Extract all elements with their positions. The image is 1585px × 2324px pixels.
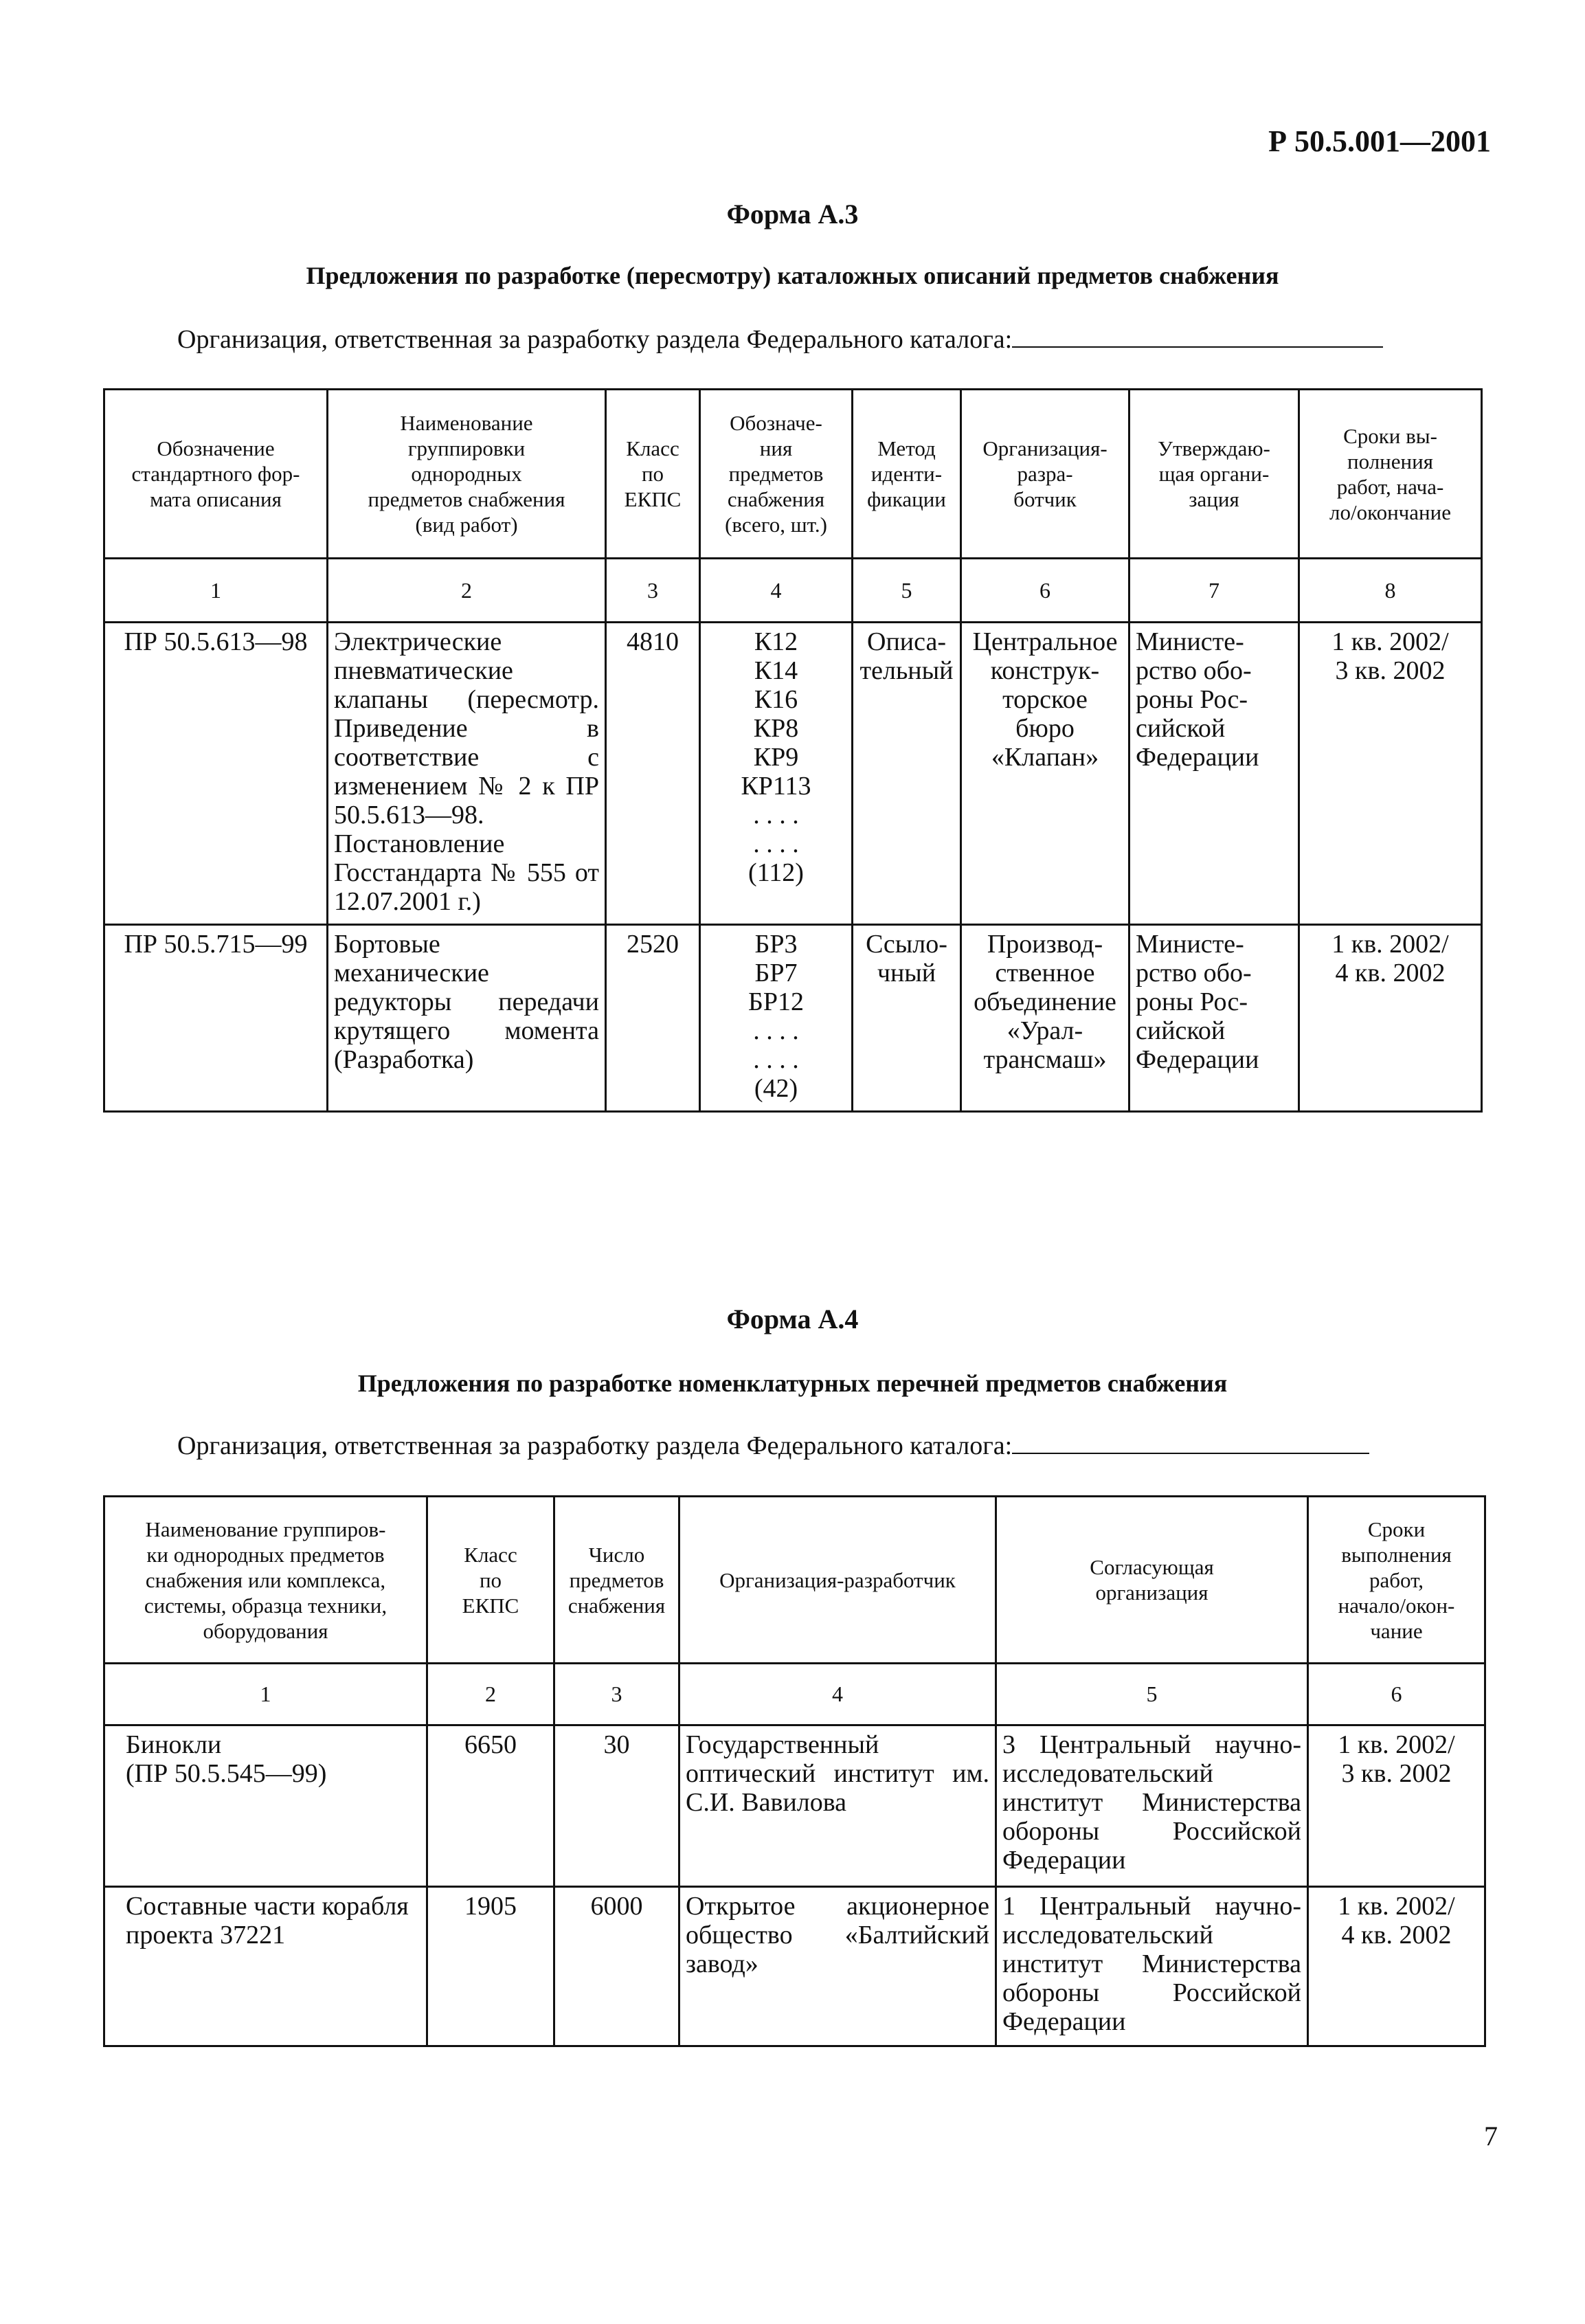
form-a3-col-items: Обозначе- ния предметов снабжения (всего, шт.) <box>700 390 853 559</box>
form-a4-num: 4 <box>679 1664 996 1725</box>
form-a3-title: Форма А.3 <box>726 199 859 230</box>
row-class: 1905 <box>427 1887 554 2046</box>
row-class: 6650 <box>427 1725 554 1887</box>
form-a4-subtitle: Предложения по разработке номенклатурных перечней предметов снабжения <box>357 1370 1228 1397</box>
form-a3-num: 7 <box>1129 559 1299 623</box>
form-a3-col-approver: Утверждаю- щая органи- зация <box>1129 390 1299 559</box>
form-a4-col-name: Наименование группиров- ки однородных предметов снабжения или комплекса, системы, образца техники, оборудования <box>104 1497 427 1664</box>
form-a4-col-class: Класс по ЕКПС <box>427 1497 554 1664</box>
form-a4-col-agreeing: Согласующая организация <box>996 1497 1308 1664</box>
row-approver: Министе- рство обо- роны Рос- сийской Федерации <box>1129 925 1299 1112</box>
form-a4-table <box>103 1495 1486 2047</box>
row-approver: Министе- рство обо- роны Рос- сийской Федерации <box>1129 623 1299 925</box>
row-class: 2520 <box>606 925 700 1112</box>
form-a3-num: 3 <box>606 559 700 623</box>
form-a3-col-class: Класс по ЕКПС <box>606 390 700 559</box>
table-row <box>104 1725 1485 1887</box>
row-name: Бинокли (ПР 50.5.545—99) <box>104 1725 427 1887</box>
row-terms: 1 кв. 2002/ 4 кв. 2002 <box>1299 925 1482 1112</box>
form-a3-num: 4 <box>700 559 853 623</box>
row-class: 4810 <box>606 623 700 925</box>
form-a4-num: 5 <box>996 1664 1308 1725</box>
form-a3-col-designation: Обозначение стандартного фор- мата описания <box>104 390 328 559</box>
row-developer: Производ- ственное объединение «Урал- трансмаш» <box>961 925 1129 1112</box>
row-method: Ссыло- чный <box>853 925 961 1112</box>
form-a3-num: 8 <box>1299 559 1482 623</box>
form-a4-org-label: Организация, ответственная за разработку раздела Федерального каталога: <box>177 1431 1013 1460</box>
row-designation: ПР 50.5.715—99 <box>104 925 328 1112</box>
row-agreeing: 1 Центральный научно-исследовательский институт Министерства обороны Российской Федерации <box>996 1887 1308 2046</box>
row-designation: ПР 50.5.613—98 <box>104 623 328 925</box>
form-a4-header-row <box>104 1497 1485 1664</box>
form-a3-subtitle: Предложения по разработке (пересмотру) каталожных описаний предметов снабжения <box>306 262 1279 289</box>
row-count: 6000 <box>554 1887 679 2046</box>
form-a4-num: 1 <box>104 1664 427 1725</box>
form-a3-col-name: Наименование группировки однородных предметов снабжения (вид работ) <box>328 390 606 559</box>
row-developer: Центральное конструк- торское бюро «Клапан» <box>961 623 1129 925</box>
row-developer: Открытое акционерное общество «Балтийский завод» <box>679 1887 996 2046</box>
document-code: Р 50.5.001—2001 <box>1268 124 1491 158</box>
form-a3-num: 5 <box>853 559 961 623</box>
form-a3-col-method: Метод иденти- фикации <box>853 390 961 559</box>
form-a3-org-blank <box>1012 346 1383 348</box>
row-developer: Государственный оптический институт им. С.И. Вавилова <box>679 1725 996 1887</box>
form-a4-col-developer: Организация-разработчик <box>679 1497 996 1664</box>
form-a3-col-developer: Организация- разра- ботчик <box>961 390 1129 559</box>
table-row <box>104 623 1482 925</box>
row-name: Электрические пневматические клапаны (пересмотр. Приведение в соответствие с изменением № 2 к ПР 50.5.613—98. Постановление Госстандарта № 555 от 12.07.2001 г.) <box>328 623 606 925</box>
form-a3-num: 1 <box>104 559 328 623</box>
row-terms: 1 кв. 2002/ 3 кв. 2002 <box>1308 1725 1485 1887</box>
table-row <box>104 1887 1485 2046</box>
table-row <box>104 925 1482 1112</box>
form-a3-col-terms: Сроки вы- полнения работ, нача- ло/окончание <box>1299 390 1482 559</box>
row-agreeing: 3 Центральный научно-исследовательский институт Министерства обороны Российской Федерации <box>996 1725 1308 1887</box>
page-number: 7 <box>1484 2121 1498 2152</box>
form-a4-num: 3 <box>554 1664 679 1725</box>
form-a3-num: 6 <box>961 559 1129 623</box>
row-name: Бортовые механические редукторы передачи крутящего момента (Разработка) <box>328 925 606 1112</box>
row-terms: 1 кв. 2002/ 4 кв. 2002 <box>1308 1887 1485 2046</box>
form-a3-num: 2 <box>328 559 606 623</box>
form-a4-num: 6 <box>1308 1664 1485 1725</box>
row-count: 30 <box>554 1725 679 1887</box>
row-items: БР3 БР7 БР12 . . . . . . . . (42) <box>700 925 853 1112</box>
row-terms: 1 кв. 2002/ 3 кв. 2002 <box>1299 623 1482 925</box>
form-a4-number-row <box>104 1664 1485 1725</box>
row-items: К12 К14 К16 КР8 КР9 КР113 . . . . . . . . (112) <box>700 623 853 925</box>
form-a4-org-blank <box>1012 1453 1369 1454</box>
form-a3-org-line <box>177 324 1383 355</box>
form-a3-table <box>103 388 1483 1113</box>
form-a4-org-line <box>177 1431 1369 1461</box>
form-a4-col-count: Число предметов снабжения <box>554 1497 679 1664</box>
form-a4-title: Форма А.4 <box>726 1304 859 1334</box>
form-a4-num: 2 <box>427 1664 554 1725</box>
form-a3-header-row <box>104 390 1482 559</box>
form-a3-number-row <box>104 559 1482 623</box>
form-a3-org-label: Организация, ответственная за разработку раздела Федерального каталога: <box>177 325 1013 354</box>
form-a4-col-terms: Сроки выполнения работ, начало/окон- чание <box>1308 1497 1485 1664</box>
row-name: Составные части корабля проекта 37221 <box>104 1887 427 2046</box>
row-method: Описа- тельный <box>853 623 961 925</box>
